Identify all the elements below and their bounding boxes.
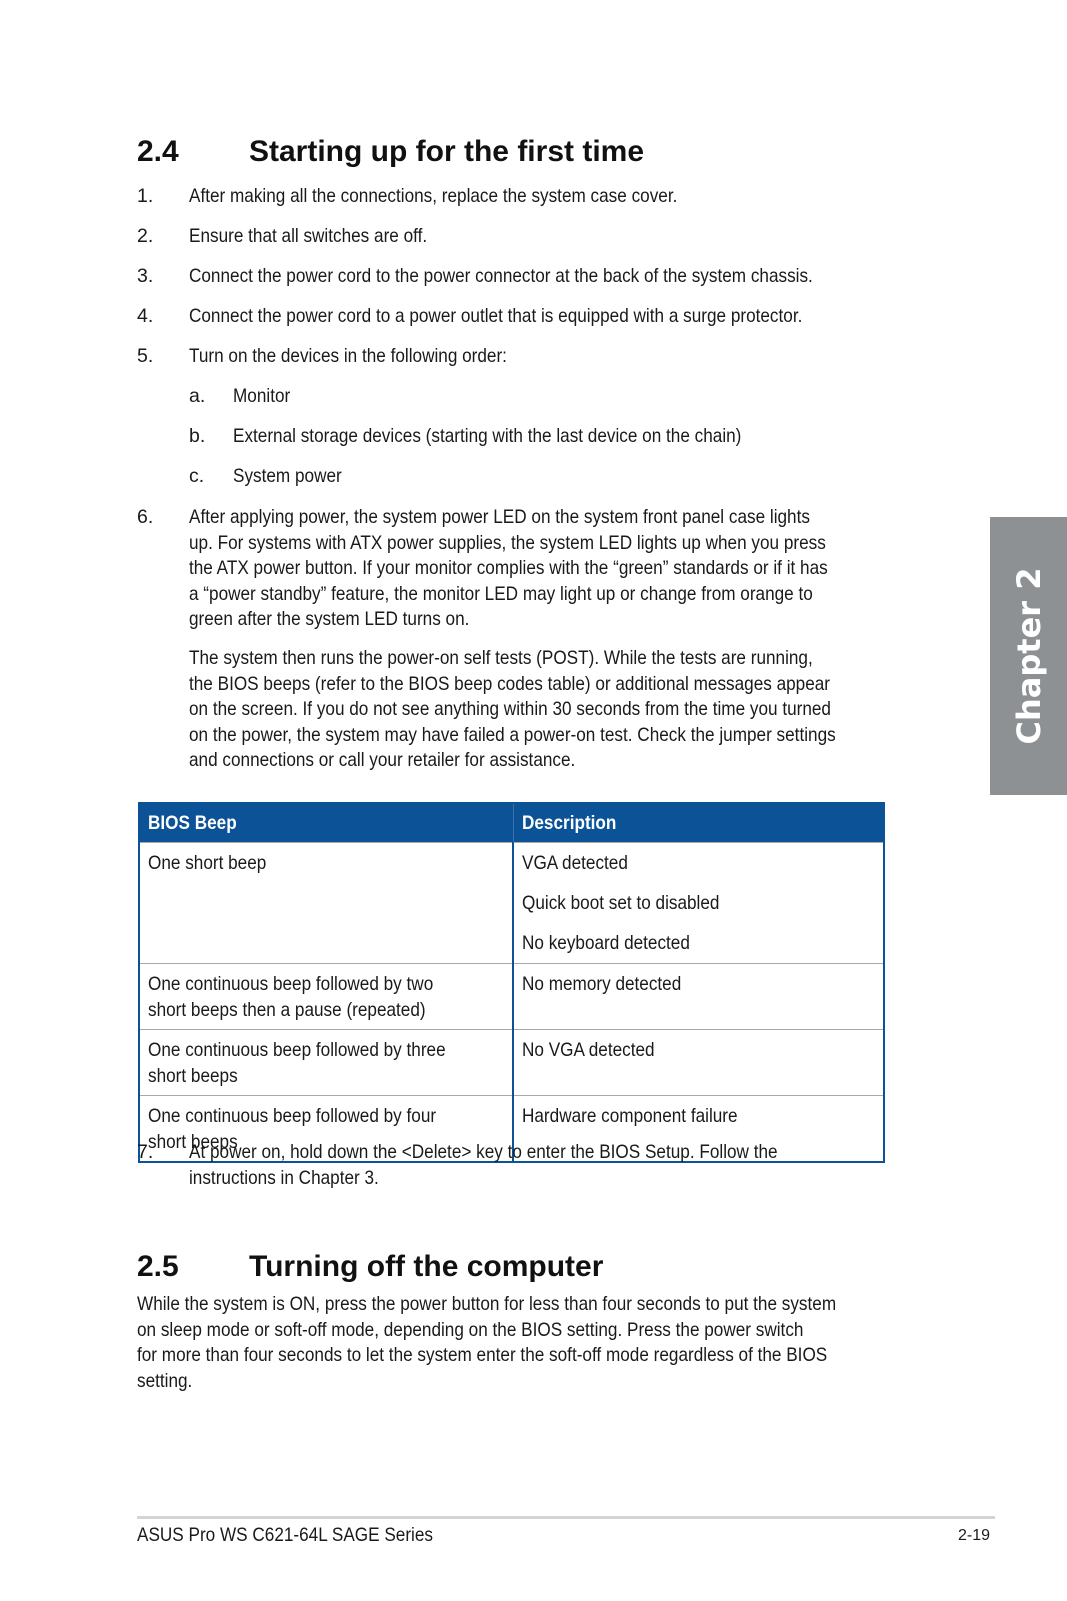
step-text: Ensure that all switches are off. — [189, 225, 428, 247]
step-text: Connect the power cord to a power outlet that is equipped with a surge protector. — [189, 305, 803, 327]
step-number: 5. — [137, 345, 154, 367]
paragraph-line: a “power standby” feature, the monitor LED may light up or change from orange to — [189, 582, 813, 605]
beep-cell: One short beep — [139, 843, 513, 964]
table-header-row — [139, 803, 884, 843]
beep-cell: One continuous beep followed by two short beeps then a pause (repeated) — [139, 964, 513, 1030]
step-number: 1. — [137, 185, 154, 207]
paragraph-line: on the screen. If you do not see anything within 30 seconds from the time you turned — [189, 698, 831, 720]
table-row — [139, 964, 884, 1030]
section-number: 2.5 — [137, 1250, 179, 1283]
description-cell: Hardware component failure — [513, 1096, 884, 1163]
column-header-description: Description — [513, 803, 884, 843]
chapter-tab — [990, 517, 1067, 795]
bios-beep-table — [138, 802, 885, 1163]
footer-product-name: ASUS Pro WS C621-64L SAGE Series — [137, 1524, 433, 1546]
paragraph-line: green after the system LED turns on. — [189, 608, 470, 630]
substep-text: External storage devices (starting with the last device on the chain) — [233, 425, 742, 447]
paragraph-line: on the power, the system may have failed a power-on test. Check the jumper settings — [189, 723, 836, 746]
description-cell: VGA detected Quick boot set to disabled No keyboard detected — [513, 843, 884, 964]
paragraph-line: setting. — [137, 1369, 193, 1392]
section-2-5-paragraph — [137, 1292, 937, 1394]
table-row — [139, 1030, 884, 1096]
paragraph-line: While the system is ON, press the power button for less than four seconds to put the system — [137, 1293, 837, 1315]
chapter-tab-label: Chapter 2 — [1009, 567, 1048, 745]
step-number: 3. — [137, 265, 154, 287]
step-text: After making all the connections, replace the system case cover. — [189, 185, 678, 207]
section-title: Starting up for the first time — [249, 135, 645, 168]
column-header-bios-beep: BIOS Beep — [139, 803, 513, 843]
section-title: Turning off the computer — [249, 1250, 604, 1283]
step-number: 4. — [137, 305, 154, 327]
paragraph-line: instructions in Chapter 3. — [189, 1166, 379, 1189]
paragraph-line: After applying power, the system power LED on the system front panel case lights — [189, 506, 810, 528]
description-cell: No VGA detected — [513, 1030, 884, 1096]
footer-divider — [137, 1516, 995, 1519]
paragraph-line: The system then runs the power-on self tests (POST). While the tests are running, — [189, 647, 813, 669]
step-text: Turn on the devices in the following order: — [189, 345, 507, 367]
substep-letter: b. — [189, 425, 206, 447]
section-heading-2-4 — [137, 135, 837, 171]
substep-letter: c. — [189, 465, 205, 487]
description-cell: No memory detected — [513, 964, 884, 1030]
table-row — [139, 843, 884, 964]
paragraph-line: and connections or call your retailer for assistance. — [189, 749, 576, 771]
paragraph-line: up. For systems with ATX power supplies, the system LED lights up when you press — [189, 531, 826, 554]
beep-cell: One continuous beep followed by three short beeps — [139, 1030, 513, 1096]
step-text: Connect the power cord to the power connector at the back of the system chassis. — [189, 265, 813, 287]
substep-letter: a. — [189, 385, 206, 407]
paragraph-line: At power on, hold down the <Delete> key to enter the BIOS Setup. Follow the — [189, 1141, 778, 1163]
step-number: 2. — [137, 225, 154, 247]
beep-cell: One continuous beep followed by four short beeps — [139, 1096, 513, 1163]
substep-text: System power — [233, 465, 342, 487]
step-paragraph-post — [189, 646, 924, 774]
section-number: 2.4 — [137, 135, 179, 168]
step-paragraph — [189, 1140, 858, 1191]
paragraph-line: for more than four seconds to let the system enter the soft-off mode regardless of the BIOS — [137, 1344, 828, 1366]
step-number: 7. — [137, 1141, 154, 1163]
paragraph-line: on sleep mode or soft-off mode, depending on the BIOS setting. Press the power switch — [137, 1318, 804, 1341]
paragraph-line: the BIOS beeps (refer to the BIOS beep codes table) or additional messages appear — [189, 672, 831, 695]
footer-page-number: 2-19 — [958, 1527, 991, 1544]
paragraph-line: the ATX power button. If your monitor complies with the “green” standards or if it has — [189, 557, 828, 579]
substep-text: Monitor — [233, 385, 291, 407]
section-heading-2-5 — [137, 1250, 837, 1286]
step-paragraph — [189, 505, 915, 633]
step-number: 6. — [137, 506, 154, 528]
